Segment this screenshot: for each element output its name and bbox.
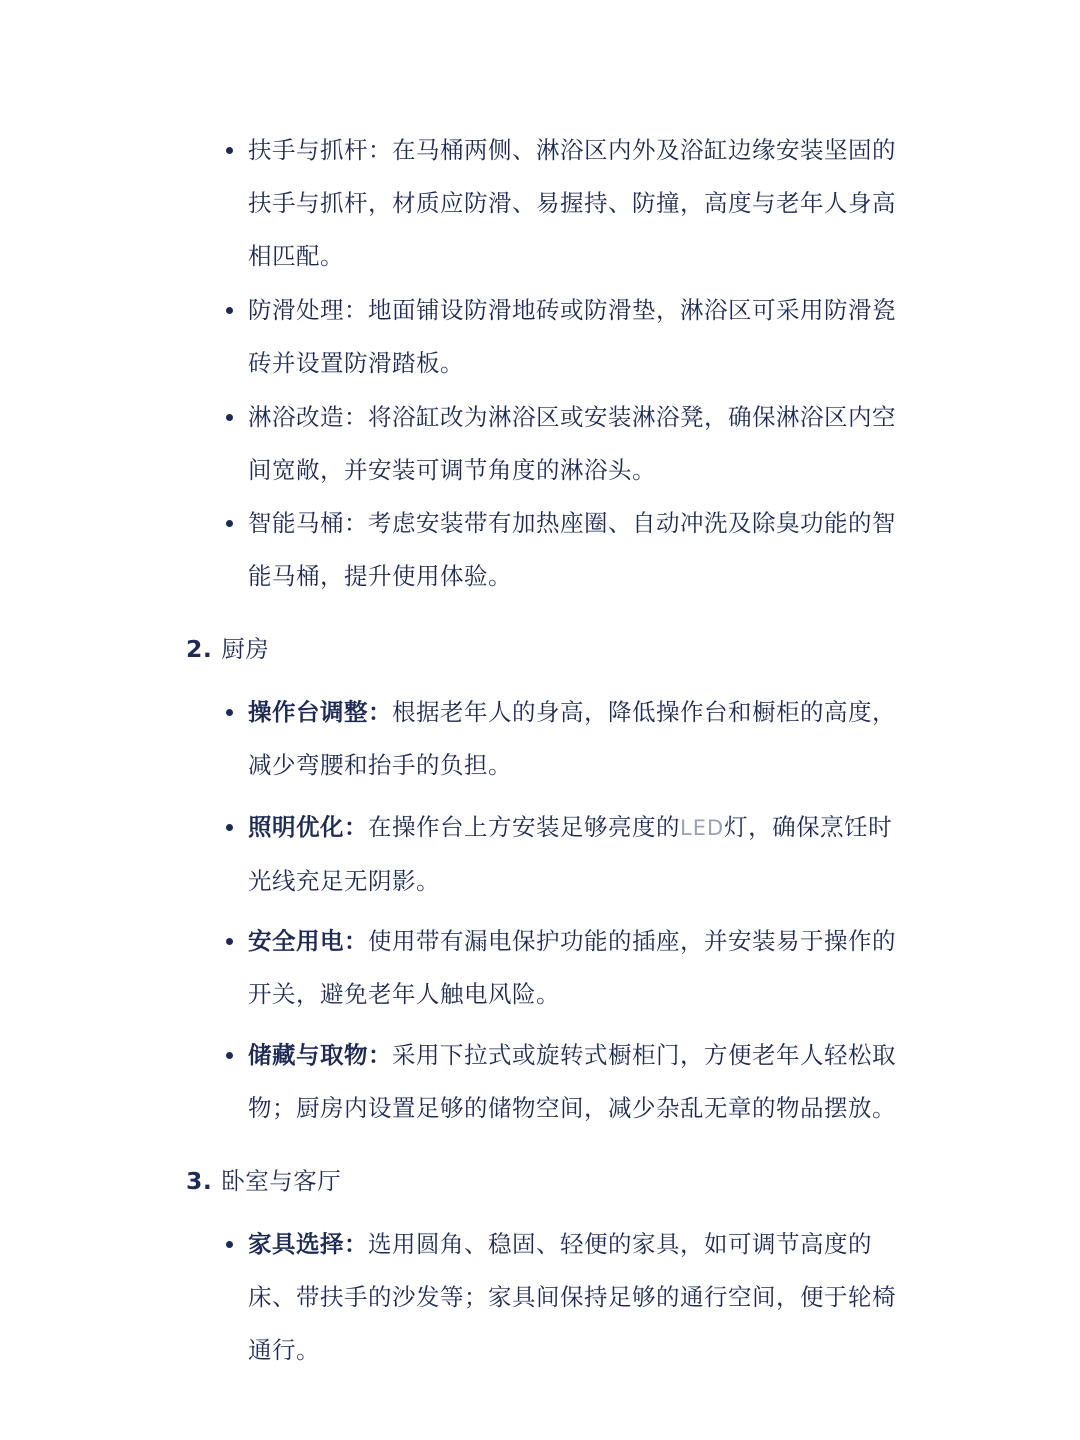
bullet-icon — [226, 824, 233, 831]
item-term: 安全用电： — [248, 927, 368, 955]
section-heading-bedroom — [186, 1155, 341, 1208]
item-text-after: 灯，确保烹饪时光线充足无阴影。 — [248, 813, 893, 895]
list-item-furniture — [248, 1218, 900, 1377]
section-title: 卧室与客厅 — [221, 1167, 342, 1195]
section-number: 2. — [186, 635, 213, 663]
list-item-electrical — [248, 915, 900, 1021]
bullet-icon — [226, 709, 233, 716]
item-text: 在马桶两侧、淋浴区内外及浴缸边缘安装坚固的扶手与抓杆，材质应防滑、易握持、防撞，高度与老年人身高相匹配。 — [248, 136, 896, 270]
section-heading-kitchen — [186, 623, 269, 676]
bullet-icon — [226, 520, 233, 527]
item-text: 考虑安装带有加热座圈、自动冲洗及除臭功能的智能马桶，提升使用体验。 — [248, 509, 896, 590]
item-term: 防滑处理： — [248, 296, 368, 324]
list-item-handrails — [248, 124, 900, 283]
item-term: 家具选择： — [248, 1230, 368, 1258]
item-term: 扶手与抓杆： — [248, 136, 392, 164]
item-text: 根据老年人的身高，降低操作台和橱柜的高度，减少弯腰和抬手的负担。 — [248, 698, 896, 779]
bullet-icon — [226, 414, 233, 421]
item-text-before: 在操作台上方安装足够亮度的 — [368, 813, 680, 841]
item-text: 地面铺设防滑地砖或防滑垫，淋浴区可采用防滑瓷砖并设置防滑踏板。 — [248, 296, 896, 377]
item-term: 储藏与取物： — [248, 1041, 392, 1069]
bullet-icon — [226, 938, 233, 945]
bullet-icon — [226, 307, 233, 314]
item-text: 使用带有漏电保护功能的插座，并安装易于操作的开关，避免老年人触电风险。 — [248, 927, 896, 1008]
list-item-lighting — [248, 801, 900, 908]
list-item-countertop — [248, 686, 900, 792]
list-item-smart-toilet — [248, 497, 900, 603]
item-text: 将浴缸改为淋浴区或安装淋浴凳，确保淋浴区内空间宽敞，并安装可调节角度的淋浴头。 — [248, 403, 896, 484]
item-text: 采用下拉式或旋转式橱柜门，方便老年人轻松取物；厨房内设置足够的储物空间，减少杂乱无章的物品摆放。 — [248, 1041, 896, 1122]
section-title: 厨房 — [221, 635, 270, 663]
bullet-icon — [226, 1052, 233, 1059]
item-term: 淋浴改造： — [248, 403, 368, 431]
list-item-anti-slip — [248, 284, 900, 390]
item-term: 照明优化： — [248, 813, 368, 841]
section-number: 3. — [186, 1167, 213, 1195]
item-term: 智能马桶： — [248, 509, 368, 537]
list-item-storage — [248, 1029, 900, 1135]
led-text: LED — [680, 816, 725, 840]
list-item-shower — [248, 391, 900, 497]
item-text: 选用圆角、稳固、轻便的家具，如可调节高度的床、带扶手的沙发等；家具间保持足够的通行空间，便于轮椅通行。 — [248, 1230, 896, 1364]
bullet-icon — [226, 1241, 233, 1248]
item-term: 操作台调整： — [248, 698, 392, 726]
bullet-icon — [226, 147, 233, 154]
